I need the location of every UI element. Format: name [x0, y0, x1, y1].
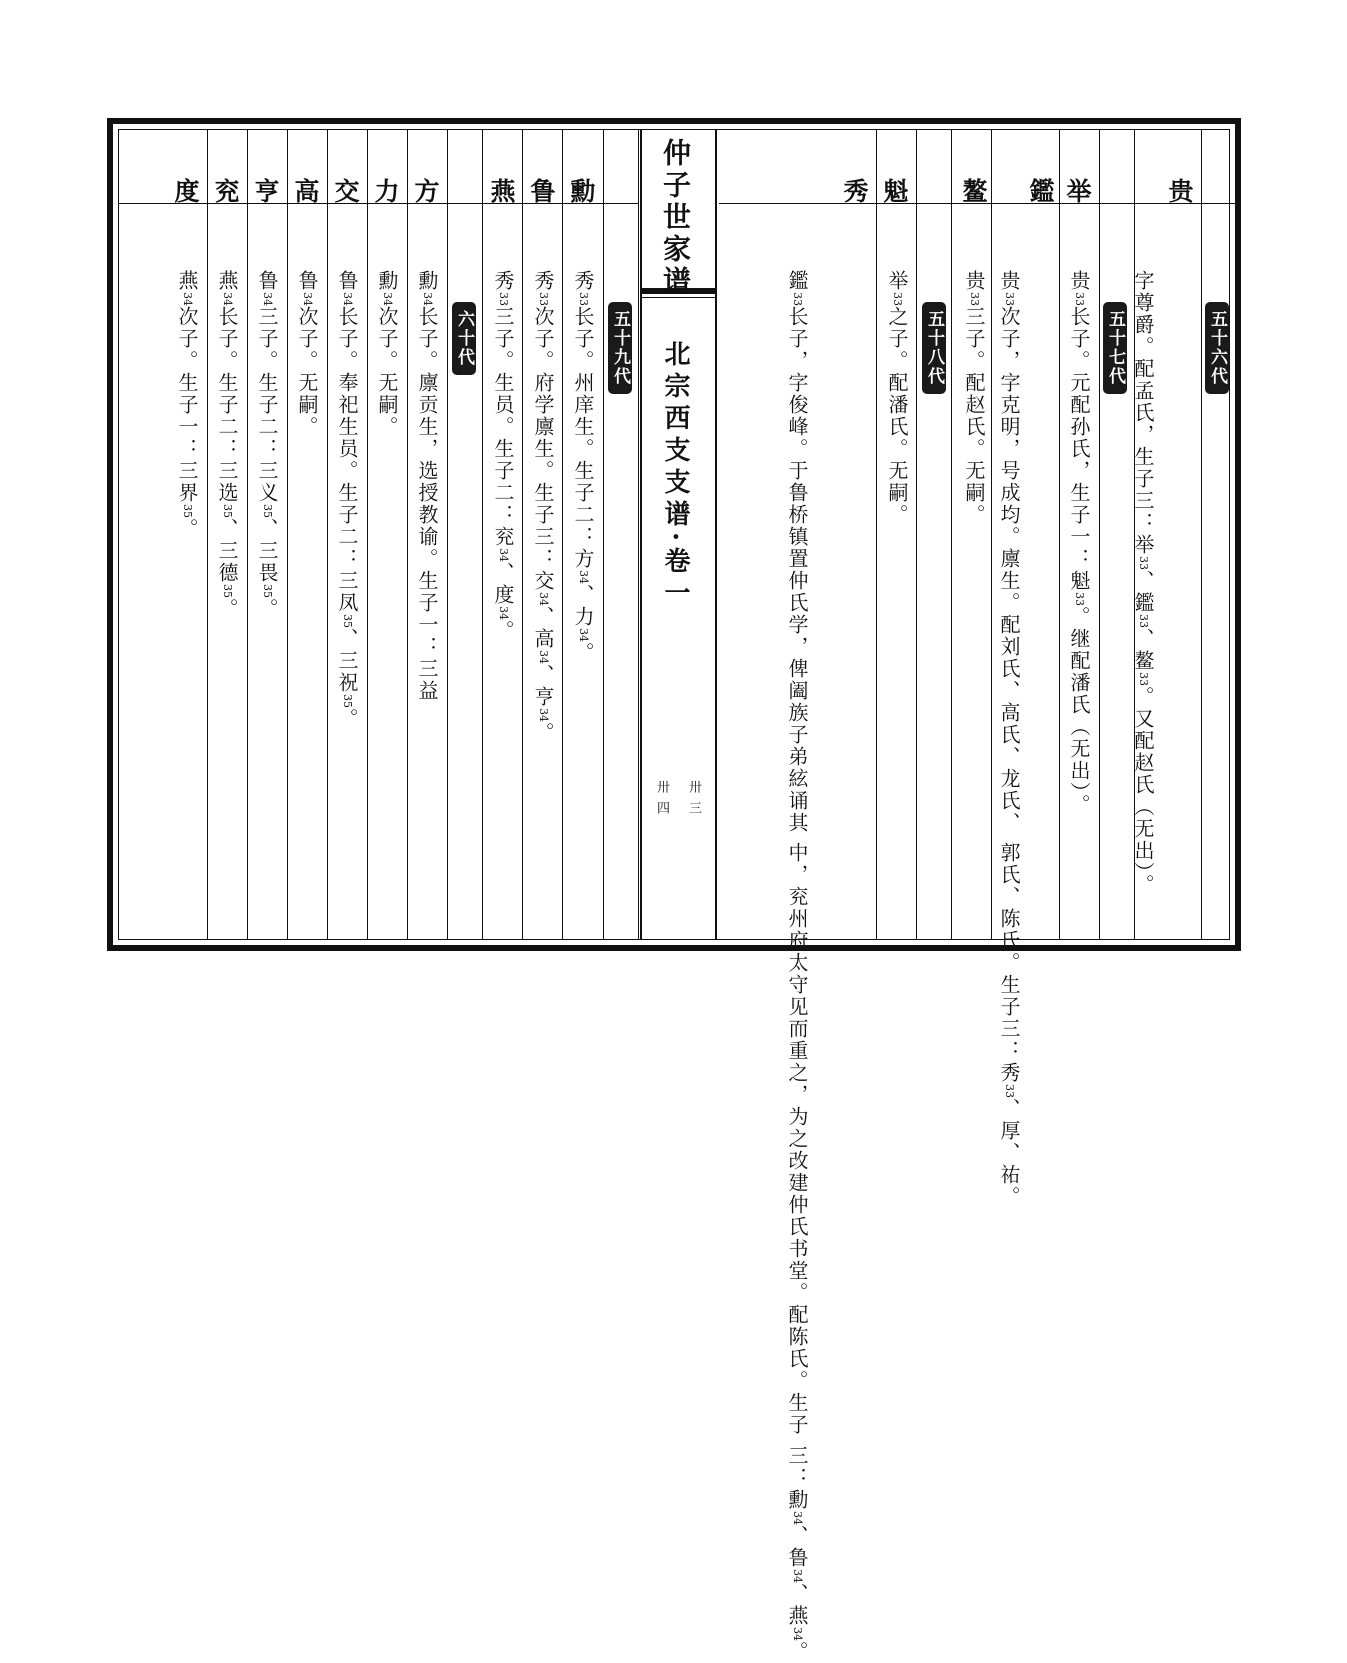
volume-number-left: 卅四: [654, 780, 669, 822]
entry-gao: 鲁34次子。无嗣。: [295, 270, 319, 438]
col-rule: [447, 130, 448, 939]
person-name-gao: 高: [294, 177, 320, 206]
spine-rule-right: [715, 130, 717, 939]
spine-rule-left: [640, 130, 642, 939]
entry-lu: 秀33次子。府学廪生。生子三：交34、高34、亨34。: [531, 270, 555, 744]
col-rule: [407, 130, 408, 939]
person-name-fang: 方: [414, 177, 440, 206]
entry-ju: 贵33长子。元配孙氏，生子一：魁33。继配潘氏（无出）。: [1067, 270, 1091, 816]
col-rule: [287, 130, 288, 939]
entry-jiao: 鲁34长子。奉祀生员。生子二：三凤35、三祝35。: [335, 270, 359, 730]
person-name-heng: 亨: [254, 177, 280, 206]
col-rule: [207, 130, 208, 939]
col-rule: [876, 130, 877, 939]
col-rule: [1059, 130, 1060, 939]
genealogy-page-frame: [107, 118, 1241, 1663]
entry-du: 燕34次子。生子一：三界35。: [175, 270, 199, 540]
volume-number-right: 卅三: [686, 780, 701, 822]
page-inner-border: [118, 129, 1230, 1663]
person-name-yan2: 兖: [214, 177, 240, 206]
col-rule: [327, 130, 328, 939]
col-rule: [991, 130, 992, 939]
person-name-xun: 勳: [570, 177, 596, 206]
col-rule: [951, 130, 952, 939]
generation-badge-60: 六十代: [452, 302, 476, 375]
entry-gui: 字尊爵。配孟氏，生子三：举33、鑑33、鳌33。又配赵氏（无出）。: [1131, 270, 1155, 896]
col-rule: [522, 130, 523, 939]
col-rule: [247, 130, 248, 939]
col-rule: [562, 130, 563, 939]
entry-xun: 秀33长子。州庠生。生子二：方34、力34。: [571, 270, 595, 664]
person-name-ao: 鳌: [962, 177, 988, 206]
entry-jian: 贵33次子，字克明，号成均。廪生。配刘氏、高氏、龙氏、 郭氏、陈氏。生子三：秀33、厚、祐。: [997, 270, 1021, 1209]
person-name-jian: 鑑: [1029, 177, 1055, 206]
entry-ao: 贵33三子。配赵氏。无嗣。: [962, 270, 986, 526]
entry-yan2: 燕34长子。生子二：三选35、三德35。: [215, 270, 239, 620]
person-name-gui: 贵: [1168, 177, 1194, 206]
person-name-li: 力: [374, 177, 400, 206]
person-name-xiu: 秀: [843, 177, 869, 206]
col-rule: [1099, 130, 1100, 939]
generation-badge-58: 五十八代: [922, 302, 946, 394]
entry-li: 勳34次子。无嗣。: [375, 270, 399, 438]
person-name-yan: 燕: [490, 177, 516, 206]
col-rule: [482, 130, 483, 939]
generation-badge-56: 五十六代: [1205, 302, 1229, 394]
person-name-kui: 魁: [883, 177, 909, 206]
person-name-ju: 举: [1066, 177, 1092, 206]
book-subtitle: 北宗西支支谱·卷一: [660, 340, 690, 612]
person-name-jiao: 交: [334, 177, 360, 206]
col-rule: [367, 130, 368, 939]
col-rule: [638, 130, 639, 939]
person-name-lu: 鲁: [530, 177, 556, 206]
generation-badge-57: 五十七代: [1103, 302, 1127, 394]
entry-xiu: 鑑33长子，字俊峰。于鲁桥镇置仲氏学，俾阖族子弟絃诵其 中，兖州府太守见而重之，为之改建仲氏书堂。配陈氏。生子 三：勳34、鲁34、燕34。: [785, 270, 809, 1663]
entry-heng: 鲁34三子。生子二：三义35、三畏35。: [255, 270, 279, 620]
col-rule: [603, 130, 604, 939]
book-title: 仲子世家谱: [659, 138, 692, 298]
entry-kui: 举33之子。配潘氏。无嗣。: [885, 270, 909, 526]
generation-badge-59: 五十九代: [608, 302, 632, 394]
entry-yan: 秀33三子。生员。生子二：兖34、度34。: [491, 270, 515, 642]
col-rule: [1201, 130, 1202, 939]
entry-fang: 勳34长子。廪贡生，选授教谕。生子一：三益: [415, 270, 439, 702]
person-name-du: 度: [174, 177, 200, 206]
col-rule: [916, 130, 917, 939]
